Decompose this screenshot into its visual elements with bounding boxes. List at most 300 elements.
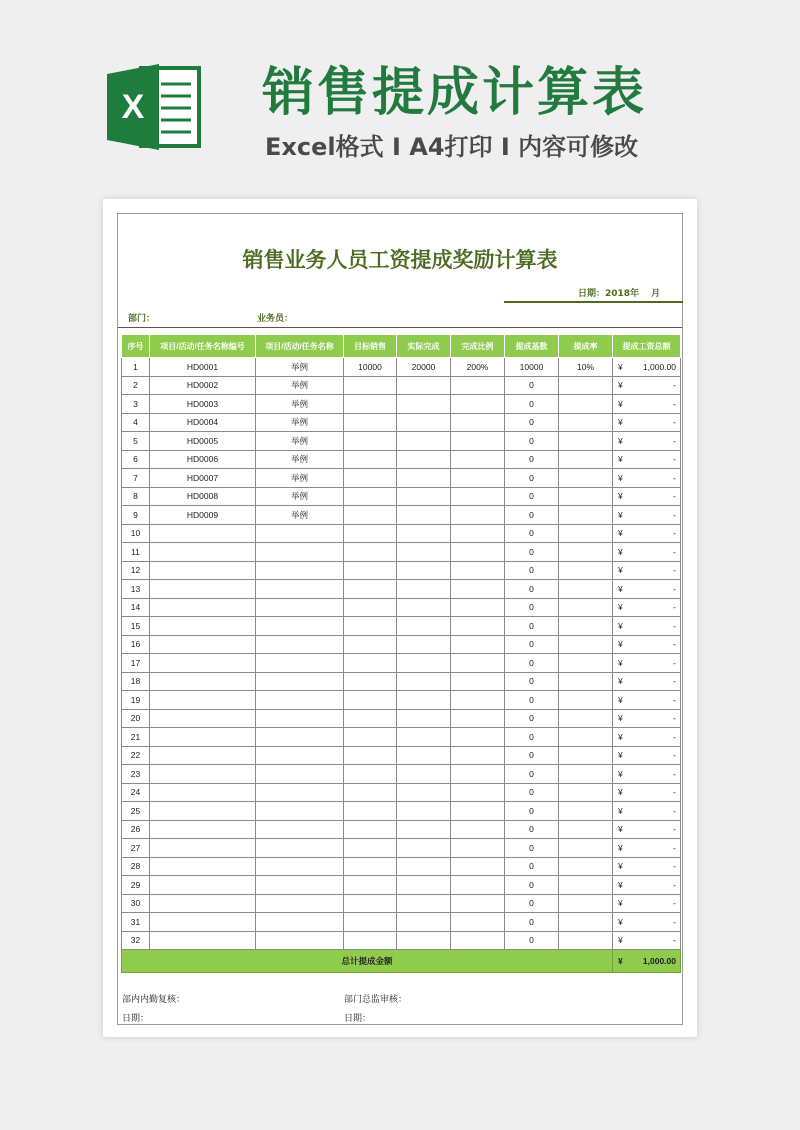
table-cell[interactable] (397, 432, 451, 451)
table-cell[interactable]: 0 (505, 432, 559, 451)
table-cell[interactable]: 10 (122, 524, 150, 543)
table-cell[interactable] (344, 469, 397, 488)
table-cell[interactable] (344, 376, 397, 395)
table-cell[interactable] (150, 839, 256, 858)
table-cell[interactable] (559, 635, 613, 654)
table-cell[interactable]: 17 (122, 654, 150, 673)
table-cell[interactable] (397, 580, 451, 599)
table-cell[interactable]: 举例 (256, 450, 344, 469)
table-cell[interactable]: 5 (122, 432, 150, 451)
table-cell[interactable] (451, 469, 505, 488)
table-cell[interactable]: 0 (505, 561, 559, 580)
table-cell[interactable] (150, 561, 256, 580)
table-cell[interactable] (256, 820, 344, 839)
total-label[interactable]: 总计提成金额 (122, 950, 613, 973)
table-cell[interactable] (256, 728, 344, 747)
table-cell[interactable] (559, 432, 613, 451)
table-cell[interactable] (344, 802, 397, 821)
table-cell[interactable] (451, 524, 505, 543)
table-cell[interactable] (559, 376, 613, 395)
column-header[interactable]: 提成工资总额 (613, 335, 681, 358)
table-cell[interactable] (451, 580, 505, 599)
table-cell[interactable] (150, 672, 256, 691)
table-cell[interactable] (150, 617, 256, 636)
table-cell[interactable] (559, 802, 613, 821)
table-cell[interactable]: 27 (122, 839, 150, 858)
table-cell[interactable]: 0 (505, 450, 559, 469)
table-cell[interactable] (344, 506, 397, 525)
table-cell[interactable]: 举例 (256, 358, 344, 377)
commission-total-cell[interactable] (613, 894, 681, 913)
table-cell[interactable] (397, 746, 451, 765)
table-cell[interactable] (344, 728, 397, 747)
table-cell[interactable]: 25 (122, 802, 150, 821)
table-cell[interactable] (256, 654, 344, 673)
table-cell[interactable] (256, 672, 344, 691)
table-cell[interactable] (150, 802, 256, 821)
table-cell[interactable]: 10000 (505, 358, 559, 377)
table-cell[interactable]: 0 (505, 783, 559, 802)
table-cell[interactable]: HD0001 (150, 358, 256, 377)
table-cell[interactable] (559, 450, 613, 469)
table-cell[interactable] (451, 598, 505, 617)
column-header[interactable]: 序号 (122, 335, 150, 358)
table-cell[interactable] (397, 691, 451, 710)
table-cell[interactable] (397, 413, 451, 432)
table-cell[interactable] (256, 635, 344, 654)
table-cell[interactable] (344, 894, 397, 913)
column-header[interactable]: 项目/活动/任务名称 (256, 335, 344, 358)
table-cell[interactable]: 4 (122, 413, 150, 432)
table-cell[interactable]: 3 (122, 395, 150, 414)
table-cell[interactable] (150, 857, 256, 876)
table-cell[interactable]: 0 (505, 580, 559, 599)
table-cell[interactable] (397, 894, 451, 913)
column-header[interactable]: 提成基数 (505, 335, 559, 358)
table-cell[interactable] (451, 728, 505, 747)
table-cell[interactable] (256, 876, 344, 895)
table-cell[interactable] (344, 524, 397, 543)
table-cell[interactable]: 9 (122, 506, 150, 525)
table-cell[interactable] (451, 802, 505, 821)
table-cell[interactable] (344, 765, 397, 784)
table-cell[interactable] (150, 709, 256, 728)
table-cell[interactable]: 0 (505, 395, 559, 414)
table-cell[interactable] (397, 654, 451, 673)
table-cell[interactable] (559, 746, 613, 765)
commission-total-cell[interactable] (613, 598, 681, 617)
table-cell[interactable] (150, 894, 256, 913)
table-cell[interactable] (397, 709, 451, 728)
table-cell[interactable]: 11 (122, 543, 150, 562)
commission-total-cell[interactable] (613, 802, 681, 821)
table-cell[interactable] (559, 580, 613, 599)
table-cell[interactable] (344, 395, 397, 414)
table-cell[interactable] (397, 395, 451, 414)
table-cell[interactable]: 0 (505, 617, 559, 636)
total-value-cell[interactable] (613, 950, 681, 973)
table-cell[interactable]: 0 (505, 376, 559, 395)
table-cell[interactable] (256, 561, 344, 580)
table-cell[interactable] (397, 783, 451, 802)
table-cell[interactable]: 0 (505, 487, 559, 506)
table-cell[interactable] (150, 543, 256, 562)
table-cell[interactable] (451, 376, 505, 395)
table-cell[interactable] (559, 543, 613, 562)
table-cell[interactable]: 0 (505, 506, 559, 525)
table-cell[interactable] (150, 580, 256, 599)
table-cell[interactable] (344, 672, 397, 691)
table-cell[interactable] (451, 820, 505, 839)
table-cell[interactable] (559, 857, 613, 876)
column-header[interactable]: 实际完成 (397, 335, 451, 358)
table-cell[interactable]: 22 (122, 746, 150, 765)
commission-total-cell[interactable] (613, 469, 681, 488)
table-cell[interactable] (397, 802, 451, 821)
table-cell[interactable]: 0 (505, 543, 559, 562)
commission-total-cell[interactable] (613, 839, 681, 858)
table-cell[interactable] (256, 765, 344, 784)
table-cell[interactable] (451, 876, 505, 895)
table-cell[interactable] (344, 580, 397, 599)
table-cell[interactable]: 18 (122, 672, 150, 691)
table-cell[interactable] (397, 913, 451, 932)
table-cell[interactable] (397, 450, 451, 469)
table-cell[interactable] (256, 857, 344, 876)
table-cell[interactable] (451, 543, 505, 562)
table-cell[interactable] (559, 709, 613, 728)
table-cell[interactable]: 20000 (397, 358, 451, 377)
table-cell[interactable] (344, 691, 397, 710)
table-cell[interactable] (559, 617, 613, 636)
table-cell[interactable] (397, 524, 451, 543)
table-cell[interactable]: 举例 (256, 469, 344, 488)
commission-total-cell[interactable] (613, 913, 681, 932)
table-cell[interactable]: 26 (122, 820, 150, 839)
commission-total-cell[interactable] (613, 820, 681, 839)
table-cell[interactable] (451, 839, 505, 858)
table-cell[interactable] (397, 876, 451, 895)
table-cell[interactable] (256, 931, 344, 950)
commission-total-cell[interactable] (613, 765, 681, 784)
table-cell[interactable] (344, 413, 397, 432)
table-cell[interactable] (451, 709, 505, 728)
table-cell[interactable]: 16 (122, 635, 150, 654)
table-cell[interactable]: 0 (505, 839, 559, 858)
table-cell[interactable]: 14 (122, 598, 150, 617)
table-cell[interactable] (150, 654, 256, 673)
table-cell[interactable]: HD0002 (150, 376, 256, 395)
commission-total-cell[interactable] (613, 635, 681, 654)
commission-total-cell[interactable] (613, 617, 681, 636)
table-cell[interactable] (451, 894, 505, 913)
table-cell[interactable] (150, 728, 256, 747)
table-cell[interactable] (397, 506, 451, 525)
table-cell[interactable] (451, 857, 505, 876)
table-cell[interactable] (150, 524, 256, 543)
table-cell[interactable]: 32 (122, 931, 150, 950)
table-cell[interactable]: 0 (505, 598, 559, 617)
table-cell[interactable]: 0 (505, 691, 559, 710)
table-cell[interactable] (150, 876, 256, 895)
table-cell[interactable] (256, 543, 344, 562)
table-cell[interactable] (344, 839, 397, 858)
commission-total-cell[interactable] (613, 358, 681, 377)
table-cell[interactable] (451, 765, 505, 784)
table-cell[interactable] (344, 635, 397, 654)
table-cell[interactable] (559, 783, 613, 802)
table-cell[interactable]: 28 (122, 857, 150, 876)
commission-total-cell[interactable] (613, 395, 681, 414)
table-cell[interactable] (451, 672, 505, 691)
table-cell[interactable]: 举例 (256, 413, 344, 432)
table-cell[interactable] (150, 931, 256, 950)
table-cell[interactable]: 15 (122, 617, 150, 636)
table-cell[interactable] (559, 506, 613, 525)
table-cell[interactable]: 0 (505, 524, 559, 543)
table-cell[interactable] (150, 783, 256, 802)
table-cell[interactable] (559, 395, 613, 414)
table-cell[interactable]: 举例 (256, 506, 344, 525)
table-cell[interactable] (559, 469, 613, 488)
table-cell[interactable]: 举例 (256, 376, 344, 395)
table-cell[interactable] (344, 931, 397, 950)
table-cell[interactable] (397, 728, 451, 747)
table-cell[interactable] (451, 931, 505, 950)
table-cell[interactable] (397, 931, 451, 950)
column-header[interactable]: 项目/活动/任务名称编号 (150, 335, 256, 358)
table-cell[interactable] (559, 931, 613, 950)
table-cell[interactable]: 0 (505, 746, 559, 765)
table-cell[interactable] (451, 432, 505, 451)
table-cell[interactable] (344, 820, 397, 839)
commission-total-cell[interactable] (613, 561, 681, 580)
table-cell[interactable] (451, 617, 505, 636)
table-cell[interactable]: 8 (122, 487, 150, 506)
table-cell[interactable]: 0 (505, 709, 559, 728)
table-cell[interactable]: HD0004 (150, 413, 256, 432)
table-cell[interactable] (451, 691, 505, 710)
table-cell[interactable] (559, 765, 613, 784)
table-cell[interactable] (344, 783, 397, 802)
commission-total-cell[interactable] (613, 450, 681, 469)
table-cell[interactable] (256, 709, 344, 728)
table-cell[interactable] (451, 561, 505, 580)
table-cell[interactable] (559, 913, 613, 932)
table-cell[interactable] (451, 413, 505, 432)
commission-total-cell[interactable] (613, 876, 681, 895)
table-cell[interactable] (150, 746, 256, 765)
table-cell[interactable] (397, 765, 451, 784)
table-cell[interactable]: 13 (122, 580, 150, 599)
table-cell[interactable]: 21 (122, 728, 150, 747)
commission-total-cell[interactable] (613, 746, 681, 765)
table-cell[interactable] (344, 617, 397, 636)
column-header[interactable]: 提成率 (559, 335, 613, 358)
table-cell[interactable] (150, 913, 256, 932)
table-cell[interactable] (256, 839, 344, 858)
table-cell[interactable]: HD0003 (150, 395, 256, 414)
table-cell[interactable] (559, 839, 613, 858)
table-cell[interactable] (397, 543, 451, 562)
table-cell[interactable]: 1 (122, 358, 150, 377)
table-cell[interactable] (256, 524, 344, 543)
table-cell[interactable] (397, 857, 451, 876)
table-cell[interactable] (397, 672, 451, 691)
table-cell[interactable]: 6 (122, 450, 150, 469)
commission-total-cell[interactable] (613, 709, 681, 728)
table-cell[interactable] (451, 654, 505, 673)
table-cell[interactable]: 12 (122, 561, 150, 580)
table-cell[interactable] (344, 450, 397, 469)
commission-total-cell[interactable] (613, 487, 681, 506)
table-cell[interactable] (559, 413, 613, 432)
commission-total-cell[interactable] (613, 543, 681, 562)
table-cell[interactable]: HD0009 (150, 506, 256, 525)
table-cell[interactable]: 举例 (256, 432, 344, 451)
table-cell[interactable] (559, 524, 613, 543)
table-cell[interactable]: 20 (122, 709, 150, 728)
commission-total-cell[interactable] (613, 432, 681, 451)
table-cell[interactable]: 31 (122, 913, 150, 932)
table-cell[interactable]: 23 (122, 765, 150, 784)
table-cell[interactable] (344, 561, 397, 580)
commission-total-cell[interactable] (613, 376, 681, 395)
table-cell[interactable] (451, 450, 505, 469)
table-cell[interactable]: 30 (122, 894, 150, 913)
commission-total-cell[interactable] (613, 506, 681, 525)
commission-total-cell[interactable] (613, 783, 681, 802)
table-cell[interactable]: 7 (122, 469, 150, 488)
table-cell[interactable]: 10% (559, 358, 613, 377)
table-cell[interactable] (397, 376, 451, 395)
table-cell[interactable]: HD0005 (150, 432, 256, 451)
table-cell[interactable] (256, 894, 344, 913)
table-cell[interactable] (451, 746, 505, 765)
table-cell[interactable] (256, 617, 344, 636)
column-header[interactable]: 完成比例 (451, 335, 505, 358)
commission-amount: - (673, 565, 676, 576)
table-cell[interactable] (256, 580, 344, 599)
table-cell[interactable] (559, 876, 613, 895)
table-cell[interactable] (397, 617, 451, 636)
table-cell[interactable]: 24 (122, 783, 150, 802)
table-cell[interactable] (256, 598, 344, 617)
table-cell[interactable]: 0 (505, 635, 559, 654)
table-cell[interactable]: 0 (505, 654, 559, 673)
table-cell[interactable] (451, 635, 505, 654)
column-header[interactable]: 目标销售 (344, 335, 397, 358)
table-cell[interactable] (559, 672, 613, 691)
table-cell[interactable] (559, 654, 613, 673)
table-cell[interactable] (150, 598, 256, 617)
table-cell[interactable] (451, 487, 505, 506)
table-cell[interactable]: 0 (505, 876, 559, 895)
table-cell[interactable] (397, 469, 451, 488)
table-cell[interactable] (397, 487, 451, 506)
table-cell[interactable]: HD0008 (150, 487, 256, 506)
table-cell[interactable]: 举例 (256, 487, 344, 506)
table-cell[interactable] (559, 728, 613, 747)
table-cell[interactable]: 0 (505, 857, 559, 876)
table-cell[interactable] (150, 635, 256, 654)
table-cell[interactable] (559, 561, 613, 580)
table-cell[interactable] (256, 691, 344, 710)
table-cell[interactable] (150, 691, 256, 710)
table-cell[interactable] (397, 561, 451, 580)
table-cell[interactable]: 0 (505, 802, 559, 821)
commission-total-cell[interactable] (613, 524, 681, 543)
table-cell[interactable] (451, 395, 505, 414)
table-cell[interactable] (344, 876, 397, 895)
table-cell[interactable] (344, 543, 397, 562)
table-cell[interactable] (150, 820, 256, 839)
table-cell[interactable]: 0 (505, 931, 559, 950)
commission-total-cell[interactable] (613, 931, 681, 950)
table-cell[interactable] (397, 839, 451, 858)
table-cell[interactable] (451, 783, 505, 802)
table-cell[interactable] (344, 746, 397, 765)
table-cell[interactable] (397, 598, 451, 617)
table-cell[interactable] (256, 783, 344, 802)
table-cell[interactable] (559, 598, 613, 617)
table-cell[interactable] (451, 506, 505, 525)
table-cell[interactable]: 19 (122, 691, 150, 710)
commission-total-cell[interactable] (613, 413, 681, 432)
table-cell[interactable]: 0 (505, 672, 559, 691)
table-cell[interactable] (256, 746, 344, 765)
table-cell[interactable] (451, 913, 505, 932)
table-cell[interactable]: 10000 (344, 358, 397, 377)
table-cell[interactable]: 举例 (256, 395, 344, 414)
table-cell[interactable]: HD0007 (150, 469, 256, 488)
table-cell[interactable] (344, 709, 397, 728)
table-cell[interactable]: 0 (505, 820, 559, 839)
table-cell[interactable] (150, 765, 256, 784)
table-cell[interactable] (344, 857, 397, 876)
table-cell[interactable] (559, 691, 613, 710)
table-cell[interactable]: 0 (505, 413, 559, 432)
table-cell[interactable] (559, 894, 613, 913)
table-cell[interactable] (397, 820, 451, 839)
table-cell[interactable]: 0 (505, 728, 559, 747)
table-cell[interactable]: 29 (122, 876, 150, 895)
table-cell[interactable]: 0 (505, 913, 559, 932)
table-cell[interactable] (344, 913, 397, 932)
commission-total-cell[interactable] (613, 672, 681, 691)
table-cell[interactable]: 0 (505, 894, 559, 913)
table-cell[interactable] (256, 802, 344, 821)
table-cell[interactable] (397, 635, 451, 654)
table-cell[interactable] (344, 487, 397, 506)
table-cell[interactable] (344, 432, 397, 451)
commission-total-cell[interactable] (613, 728, 681, 747)
table-cell[interactable]: 2 (122, 376, 150, 395)
table-cell[interactable] (256, 913, 344, 932)
table-cell[interactable]: 200% (451, 358, 505, 377)
table-cell[interactable] (559, 820, 613, 839)
table-cell[interactable]: HD0006 (150, 450, 256, 469)
table-cell[interactable] (344, 598, 397, 617)
table-cell[interactable]: 0 (505, 469, 559, 488)
table-cell[interactable] (344, 654, 397, 673)
commission-total-cell[interactable] (613, 691, 681, 710)
commission-total-cell[interactable] (613, 580, 681, 599)
commission-total-cell[interactable] (613, 654, 681, 673)
table-cell[interactable] (559, 487, 613, 506)
table-cell[interactable]: 0 (505, 765, 559, 784)
commission-total-cell[interactable] (613, 857, 681, 876)
